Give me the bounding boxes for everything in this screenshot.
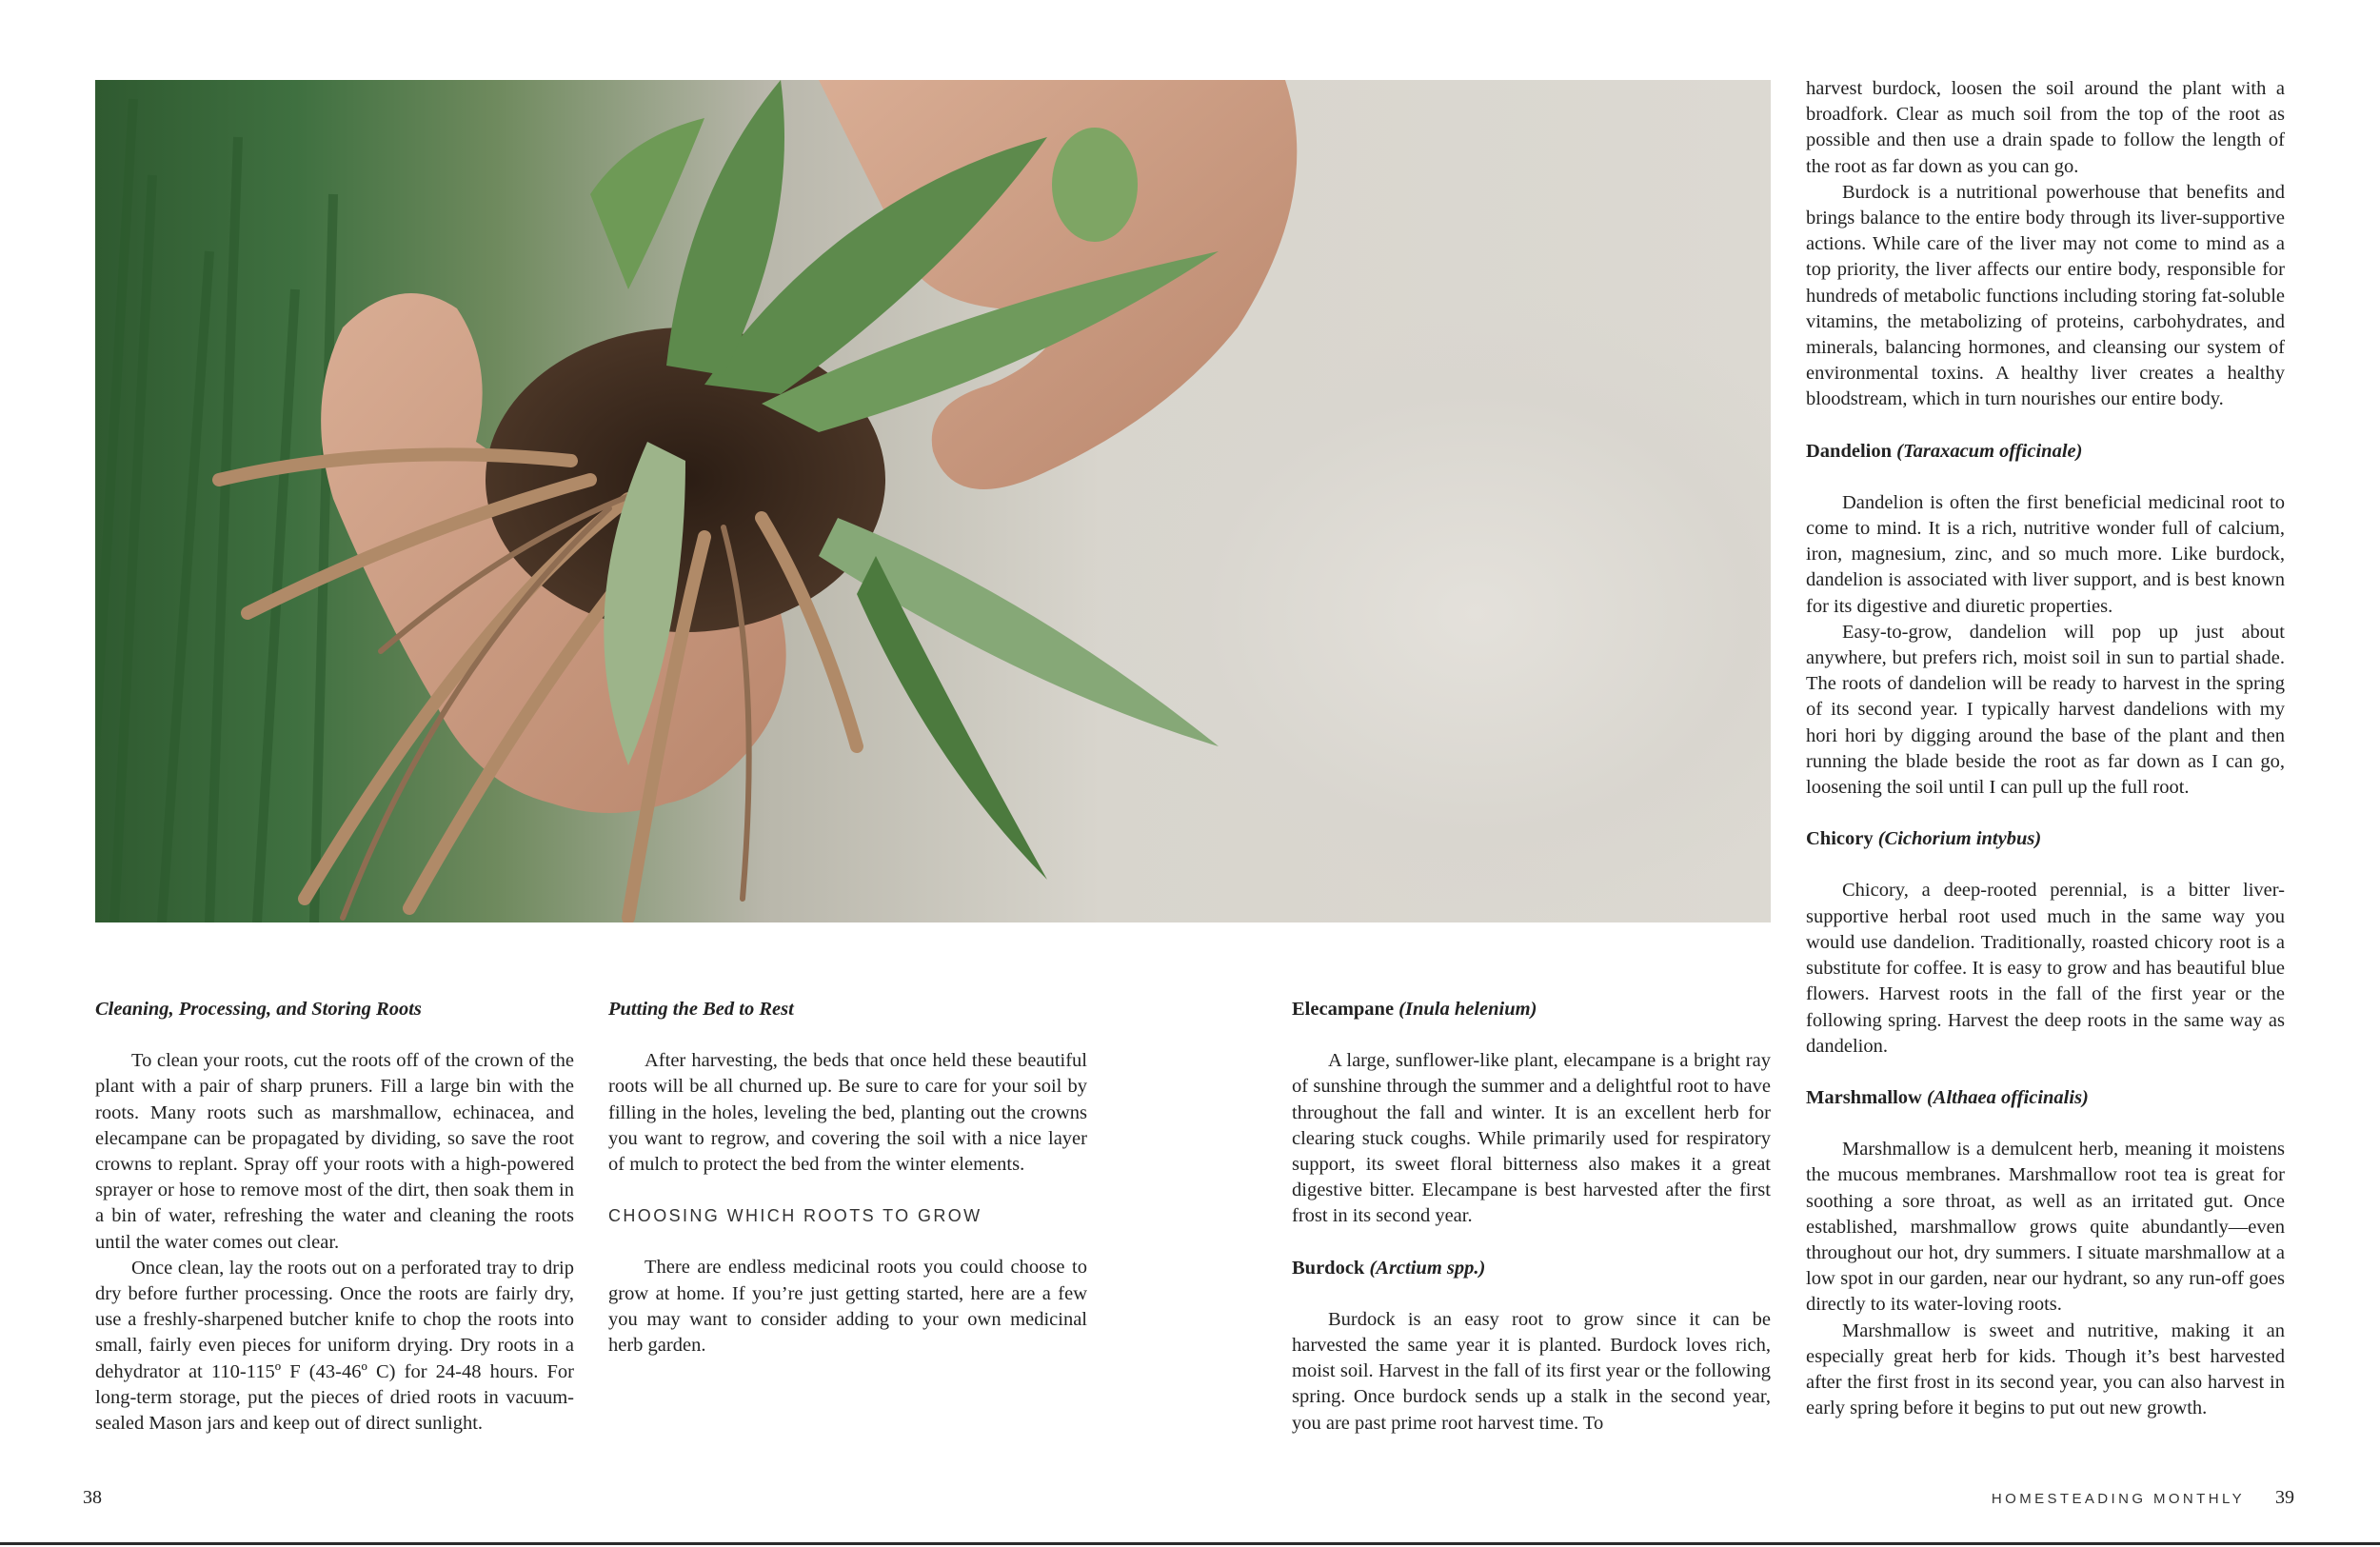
root-bundle-illustration [95, 80, 1771, 922]
paragraph: Burdock is an easy root to grow since it can be harvested the same year it is planted. Burdock loves rich, moist soil. Harvest in the fall of its first year or the following spring. Once burdock sends up a stalk in the second year, you are past prime root harvest time. To [1292, 1308, 1771, 1434]
paragraph: There are endless medicinal roots you could choose to grow at home. If you’re just getting started, here are a few you may want to consider adding to your own medicinal herb garden. [608, 1257, 1087, 1357]
running-footer-right [1992, 1487, 2294, 1509]
page-number-left: 38 [83, 1487, 102, 1508]
column-elecampane-burdock [1292, 997, 1771, 1437]
column-bed-rest [608, 997, 1087, 1359]
subheading-choosing-roots: CHOOSING WHICH ROOTS TO GROW [608, 1206, 982, 1226]
paragraph: Once clean, lay the roots out on a perforated tray to drip dry before further processing. Once the roots are fairly dry, use a freshly-sharpened butcher knife to chop the roots into small, fairly even pieces for uniform drying. Dry roots in a dehydrator at 110-115º F (43-46º C) for 24-48 hours. For long-term storage, put the pieces of dried roots in vacuum-sealed Mason jars and keep out of direct sunlight. [95, 1257, 574, 1435]
paragraph: Marshmallow is a demulcent herb, meaning it moistens the mucous membranes. Marshmallow root tea is great for soothing a sore throat, as well as an irritated gut. Once established, marshmallow grows quite abundantly—even throughout our hot, dry summers. I situate marshmallow at a low spot in our garden, near our hydrant, so any run-off goes directly to its water-loving roots. [1806, 1139, 2285, 1316]
column-right-top [1806, 76, 2285, 1421]
heading-dandelion: Dandelion (Taraxacum officinale) [1806, 440, 2083, 462]
heading-bed-rest: Putting the Bed to Rest [608, 999, 794, 1020]
bottom-edge-rule [0, 1542, 2380, 1545]
dandelion-bud [1052, 128, 1138, 242]
paragraph: Easy-to-grow, dandelion will pop up just about anywhere, but prefers rich, moist soil in sun to partial shade. The roots of dandelion will be ready to harvest in the spring of its second year. I typically harvest dandelions with my hori hori by digging around the base of the plant and then running the blade beside the root as far down as I can go, loosening the soil until I can pull up the full root. [1806, 621, 2285, 799]
page-number-right: 39 [2275, 1487, 2294, 1508]
heading-marshmallow: Marshmallow (Althaea officinalis) [1806, 1086, 2089, 1108]
paragraph: Burdock is a nutritional powerhouse that benefits and brings balance to the entire body through its liver-supportive actions. While care of the liver may not come to mind as a top priority, the liver affects our entire body, responsible for hundreds of metabolic functions including storing fat-soluble vitamins, the metabolizing of proteins, carbohydrates, and minerals, balancing hormones, and cleansing our system of environmental toxins. A healthy liver creates a healthy bloodstream, which in turn nourishes our entire body. [1806, 181, 2285, 410]
heading-chicory: Chicory (Cichorium intybus) [1806, 828, 2042, 850]
heading-cleaning: Cleaning, Processing, and Storing Roots [95, 999, 422, 1020]
magazine-title: HOMESTEADING MONTHLY [1991, 1491, 2245, 1507]
paragraph: A large, sunflower-like plant, elecampane is a bright ray of sunshine through the summer and a delightful root to have throughout the fall and winter. It is an excellent herb for clearing stuck coughs. While primarily used for respiratory support, its sweet floral bitterness also makes it a great digestive bitter. Elecampane is best harvested after the first frost in its second year. [1292, 1050, 1771, 1227]
paragraph: To clean your roots, cut the roots off of the crown of the plant with a pair of sharp pruners. Fill a large bin with the roots. Many roots such as marshmallow, echinacea, and elecampane can be propagated by dividing, so save the root crowns to replant. Spray off your roots with a high-powered sprayer or hose to remove most of the dirt, then soak them in a bin of water, refreshing the water and cleaning the roots until the water comes out clear. [95, 1050, 574, 1253]
paragraph: Chicory, a deep-rooted perennial, is a bitter liver-supportive herbal root used much in the same way you would use dandelion. Traditionally, roasted chicory root is a substitute for coffee. It is easy to grow and has beautiful blue flowers. Harvest roots in the fall of the first year or the following spring. Harvest the deep roots in the same way as dandelion. [1806, 880, 2285, 1057]
grass-blades [95, 99, 333, 922]
column-cleaning [95, 997, 574, 1437]
heading-burdock: Burdock (Arctium spp.) [1292, 1257, 1486, 1279]
paragraph: harvest burdock, loosen the soil around the plant with a broadfork. Clear as much soil from the top of the root as possible and then use a drain spade to follow the length of the root as far down as you can go. [1806, 78, 2285, 177]
paragraph: After harvesting, the beds that once held these beautiful roots will be all churned up. Be sure to care for your soil by filling in the holes, leveling the bed, planting out the crowns you want to regrow, and covering the soil with a nice layer of mulch to protect the bed from the winter elements. [608, 1050, 1087, 1176]
photo-hands-holding-roots [95, 80, 1771, 922]
paragraph: Marshmallow is sweet and nutritive, making it an especially great herb for kids. Though it’s best harvested after the first frost in its second year, you can also harvest in early spring before it begins to put out new growth. [1806, 1319, 2285, 1419]
heading-elecampane: Elecampane (Inula helenium) [1292, 999, 1537, 1020]
paragraph: Dandelion is often the first beneficial medicinal root to come to mind. It is a rich, nutritive wonder full of calcium, iron, magnesium, zinc, and so much more. Like burdock, dandelion is associated with liver support, and is best known for its digestive and diuretic properties. [1806, 491, 2285, 617]
soil-clump [486, 327, 885, 632]
